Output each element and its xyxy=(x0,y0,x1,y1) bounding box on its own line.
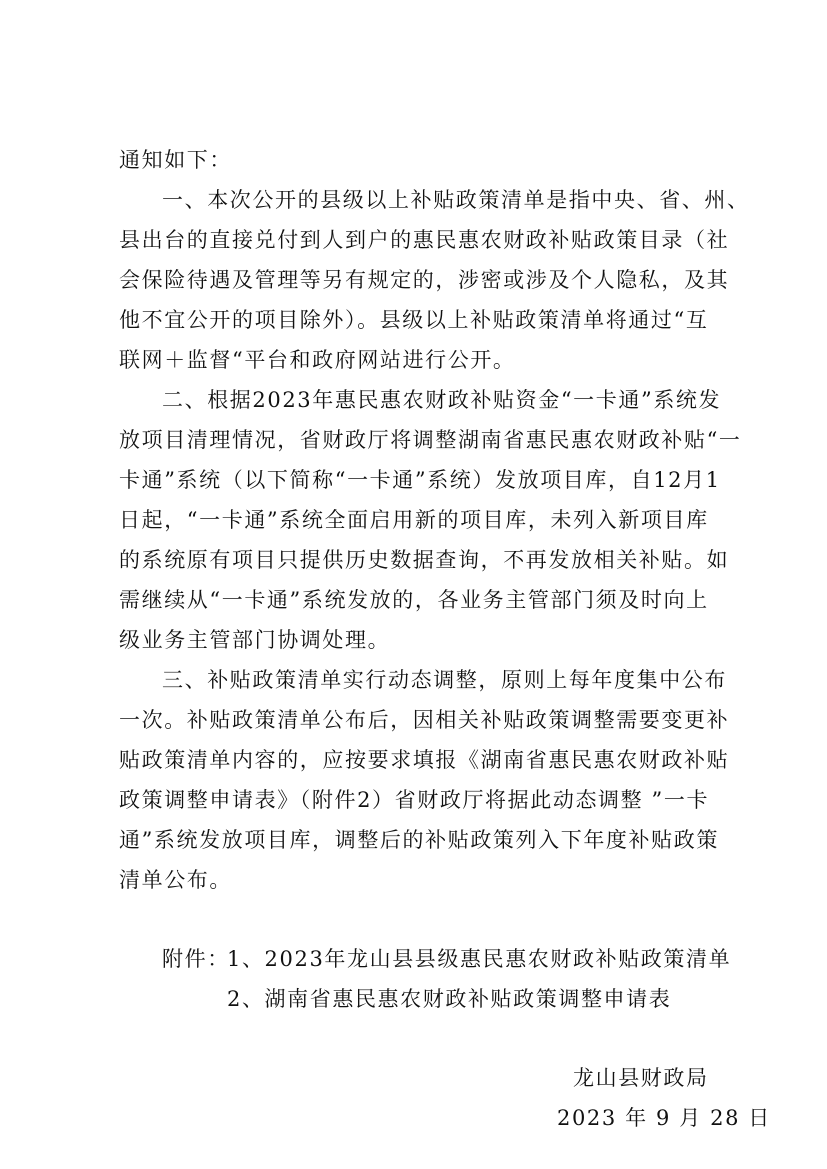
paragraph-3-line-2: 一次。补贴政策清单公布后，因相关补贴政策调整需要变更补 xyxy=(119,708,730,732)
paragraph-2-line-6: 需继续从“一卡通”系统发放的，各业务主管部门须及时向上 xyxy=(119,588,709,612)
paragraph-3-line-4: 政策调整申请表》（附件2）省财政厅将据此动态调整 ”一卡 xyxy=(119,788,710,812)
paragraph-2-line-1: 二、根据2023年惠民惠农财政补贴资金“一卡通”系统发 xyxy=(162,388,722,412)
paragraph-3-line-3: 贴政策清单内容的，应按要求填报《湖南省惠民惠农财政补贴 xyxy=(119,748,730,772)
paragraph-2-line-3: 卡通”系统（以下简称“一卡通”系统）发放项目库，自12月1 xyxy=(119,468,721,492)
paragraph-1-line-5: 联网＋监督“平台和政府网站进行公开。 xyxy=(119,348,516,372)
paragraph-2-line-4: 日起，“一卡通”系统全面启用新的项目库，未列入新项目库 xyxy=(119,508,709,532)
paragraph-1-line-1: 一、本次公开的县级以上补贴政策清单是指中央、省、州、 xyxy=(162,188,750,212)
paragraph-1-line-3: 会保险待遇及管理等另有规定的，涉密或涉及个人隐私，及其 xyxy=(119,268,730,292)
paragraph-3-line-6: 清单公布。 xyxy=(119,868,232,892)
signature-org: 龙山县财政局 xyxy=(573,1066,709,1090)
paragraph-3-line-5: 通”系统发放项目库，调整后的补贴政策列入下年度补贴政策 xyxy=(119,828,719,852)
paragraph-1-line-2: 县出台的直接兑付到人到户的惠民惠农财政补贴政策目录（社 xyxy=(119,228,730,252)
paragraph-1-line-4: 他不宜公开的项目除外）。县级以上补贴政策清单将通过“互 xyxy=(119,308,709,332)
paragraph-2-line-2: 放项目清理情况，省财政厅将调整湖南省惠民惠农财政补贴“一 xyxy=(119,428,742,452)
paragraph-2-line-5: 的系统原有项目只提供历史数据查询，不再发放相关补贴。如 xyxy=(119,548,730,572)
attachments-label: 附件： xyxy=(162,947,230,971)
signature-date: 2023 年 9 月 28 日 xyxy=(557,1106,771,1130)
paragraph-2-line-7: 级业务主管部门协调处理。 xyxy=(119,628,391,652)
paragraph-3-line-1: 三、补贴政策清单实行动态调整，原则上每年度集中公布 xyxy=(162,668,727,692)
greeting-line: 通知如下： xyxy=(119,148,232,172)
attachment-item-2: 2、湖南省惠民惠农财政补贴政策调整申请表 xyxy=(227,987,672,1011)
attachment-item-1: 1、2023年龙山县县级惠民惠农财政补贴政策清单 xyxy=(227,947,732,971)
